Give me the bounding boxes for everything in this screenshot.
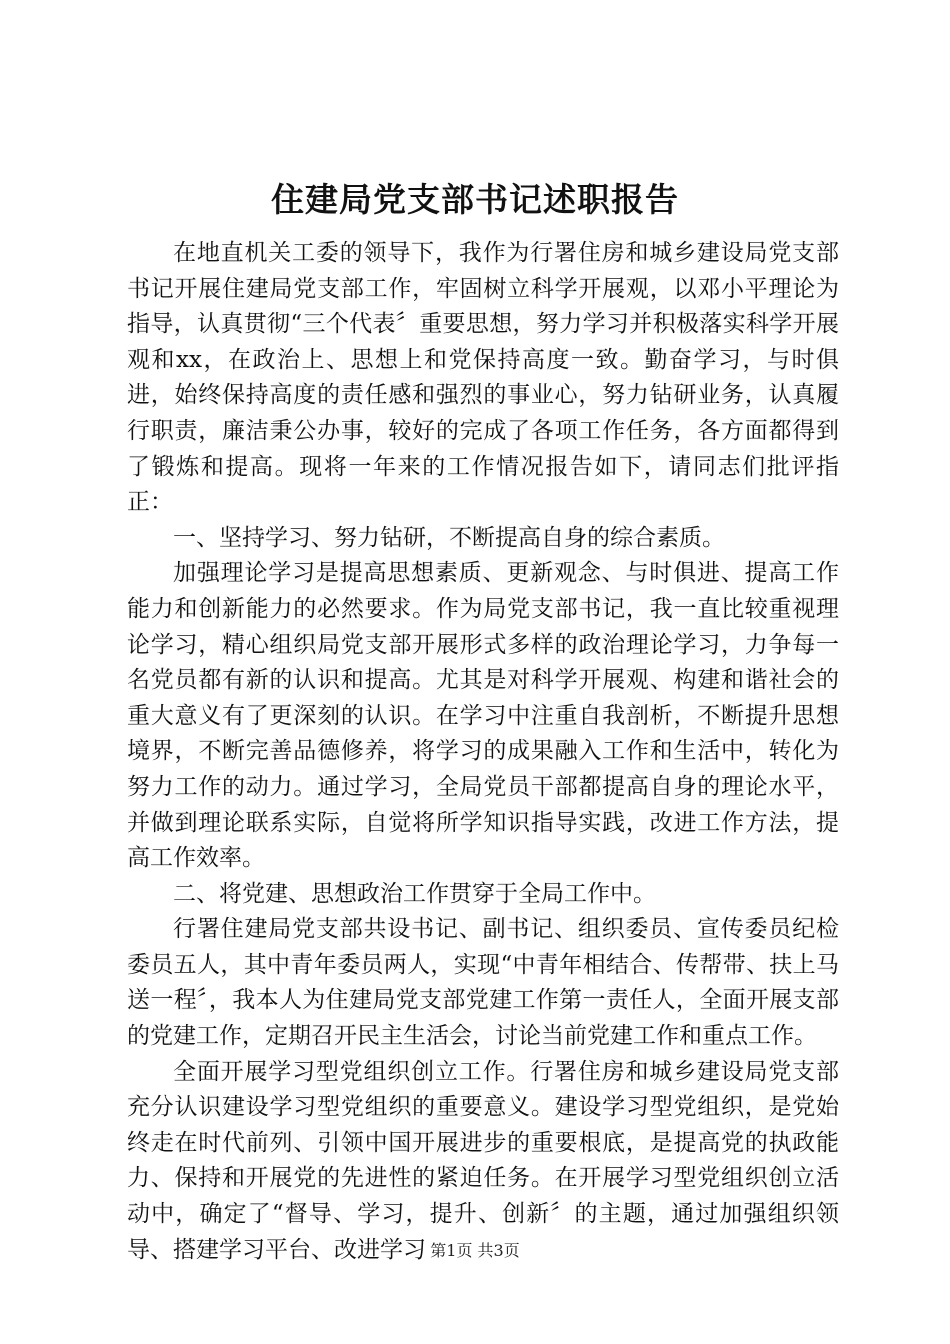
paragraph-intro: 在地直机关工委的领导下，我作为行署住房和城乡建设局党支部书记开展住建局党支部工作，牢固树立科学开展观，以邓小平理论为指导，认真贯彻“三个代表〞重要思想，努力学习并积极落实科学开展观和xx，在政治上、思想上和党保持高度一致。勤奋学习，与时俱进，始终保持高度的责任感和强烈的事业心，努力钻研业务，认真履行职责，廉洁秉公办事，较好的完成了各项工作任务，各方面都得到了锻炼和提高。现将一年来的工作情况报告如下，请同志们批评指正： <box>127 240 839 516</box>
section-heading-1: 一、坚持学习、努力钻研，不断提高自身的综合素质。 <box>173 524 725 551</box>
document-title: 住建局党支部书记述职报告 <box>271 180 679 219</box>
paragraph-branch-structure: 行署住建局党支部共设书记、副书记、组织委员、宣传委员纪检委员五人，其中青年委员两人，实现“中青年相结合、传帮带、扶上马送一程〞，我本人为住建局党支部党建工作第一责任人，全面开展支部的党建工作，定期召开民主生活会，讨论当前党建工作和重点工作。 <box>127 916 839 1050</box>
paragraph-theory-study: 加强理论学习是提高思想素质、更新观念、与时俱进、提高工作能力和创新能力的必然要求。作为局党支部书记，我一直比较重视理论学习，精心组织局党支部开展形式多样的政治理论学习，力争每一名党员都有新的认识和提高。尤其是对科学开展观、构建和谐社会的重大意义有了更深刻的认识。在学习中注重自我剖析，不断提升思想境界，不断完善品德修养，将学习的成果融入工作和生活中，转化为努力工作的动力。通过学习，全局党员干部都提高自身的理论水平，并做到理论联系实际，自觉将所学知识指导实践，改进工作方法，提高工作效率。 <box>127 560 839 872</box>
document-body <box>127 236 839 1268</box>
paragraph-learning-organization: 全面开展学习型党组织创立工作。行署住房和城乡建设局党支部充分认识建设学习型党组织的重要意义。建设学习型党组织，是党始终走在时代前列、引领中国开展进步的重要根底，是提高党的执政能力、保持和开展党的先进性的紧迫任务。在开展学习型党组织创立活动中，确定了“督导、学习，提升、创新〞的主题，通过加强组织领导、搭建学习平台、改进学习 <box>127 1058 839 1263</box>
page-number-footer: 第1页 共3页 <box>430 1241 520 1260</box>
section-heading-2: 二、将党建、思想政治工作贯穿于全局工作中。 <box>173 880 656 907</box>
